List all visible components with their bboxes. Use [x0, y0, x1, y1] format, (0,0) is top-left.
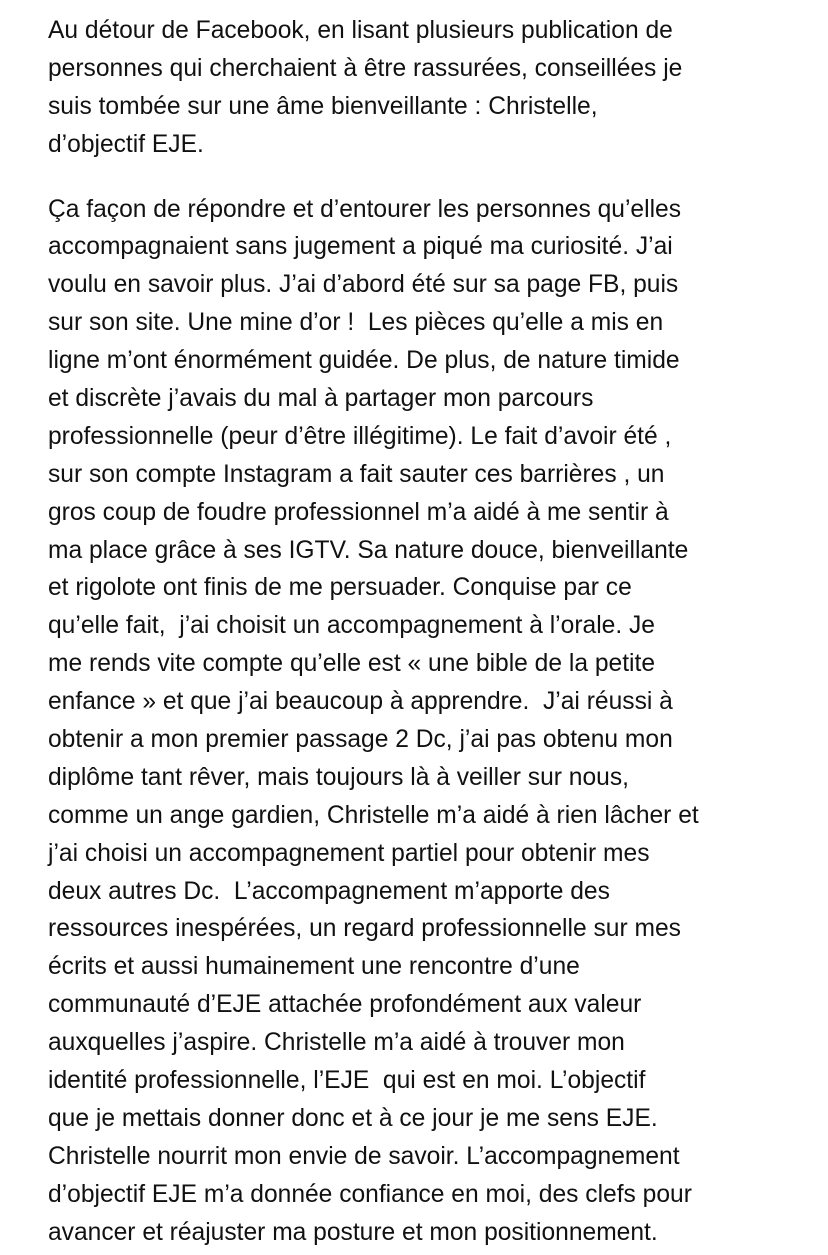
text-line: comme un ange gardien, Christelle m’a aidé à rien lâcher et — [48, 801, 699, 829]
text-line: sur son compte Instagram a fait sauter ces barrières , un — [48, 460, 665, 488]
text-line: Au détour de Facebook, en lisant plusieurs publication de — [48, 17, 673, 44]
text-line: avancer et réajuster ma posture et mon positionnement. — [48, 1218, 658, 1246]
text-line: me rends vite compte qu’elle est « une bible de la petite — [48, 650, 656, 678]
text-line: et rigolote ont finis de me persuader. Conquise par ce — [48, 574, 632, 602]
text-line: d’objectif EJE m’a donnée confiance en moi, des clefs pour — [48, 1180, 692, 1208]
text-line: que je mettais donner donc et à ce jour je me sens EJE. — [48, 1104, 658, 1132]
text-line: deux autres Dc. L’accompagnement m’apporte des — [48, 877, 610, 905]
text-line: sur son site. Une mine d’or ! Les pièces qu’elle a mis en — [48, 309, 664, 337]
text-line: obtenir a mon premier passage 2 Dc, j’ai pas obtenu mon — [48, 726, 673, 754]
text-line: gros coup de foudre professionnel m’a aidé à me sentir à — [48, 498, 669, 526]
text-line: j’ai choisi un accompagnement partiel pour obtenir mes — [48, 839, 650, 867]
paragraph-1 — [48, 12, 808, 164]
paragraph-2 — [48, 191, 808, 1252]
text-line: Ça façon de répondre et d’entourer les personnes qu’elles — [48, 195, 682, 223]
text-line: écrits et aussi humainement une rencontre d’une — [48, 953, 580, 981]
text-line: Christelle nourrit mon envie de savoir. L’accompagnement — [48, 1142, 680, 1170]
text-line: identité professionnelle, l’EJE qui est en moi. L’objectif — [48, 1067, 646, 1095]
text-line: d’objectif EJE. — [48, 130, 204, 158]
text-line: ressources inespérées, un regard professionnelle sur mes — [48, 915, 681, 943]
text-line: auxquelles j’aspire. Christelle m’a aidé à trouver mon — [48, 1029, 625, 1057]
text-line: enfance » et que j’ai beaucoup à apprendre. J’ai réussi à — [48, 688, 673, 716]
text-line: professionnelle (peur d’être illégitime). Le fait d’avoir été , — [48, 422, 672, 450]
text-line: accompagnaient sans jugement a piqué ma curiosité. J’ai — [48, 233, 673, 261]
text-line: communauté d’EJE attachée profondément aux valeur — [48, 991, 642, 1019]
text-line: ma place grâce à ses IGTV. Sa nature douce, bienveillante — [48, 536, 689, 564]
text-line: personnes qui cherchaient à être rassurées, conseillées je — [48, 54, 683, 82]
text-line: et discrète j’avais du mal à partager mon parcours — [48, 385, 594, 413]
text-line: diplôme tant rêver, mais toujours là à veiller sur nous, — [48, 763, 629, 791]
paragraph-spacer — [48, 164, 808, 191]
text-line: voulu en savoir plus. J’ai d’abord été sur sa page FB, puis — [48, 271, 679, 299]
text-line: qu’elle fait, j’ai choisit un accompagnement à l’orale. Je — [48, 612, 655, 640]
text-line: suis tombée sur une âme bienveillante : Christelle, — [48, 92, 598, 120]
text-line: ligne m’ont énormément guidée. De plus, de nature timide — [48, 347, 680, 375]
testimonial-text — [48, 12, 808, 1252]
